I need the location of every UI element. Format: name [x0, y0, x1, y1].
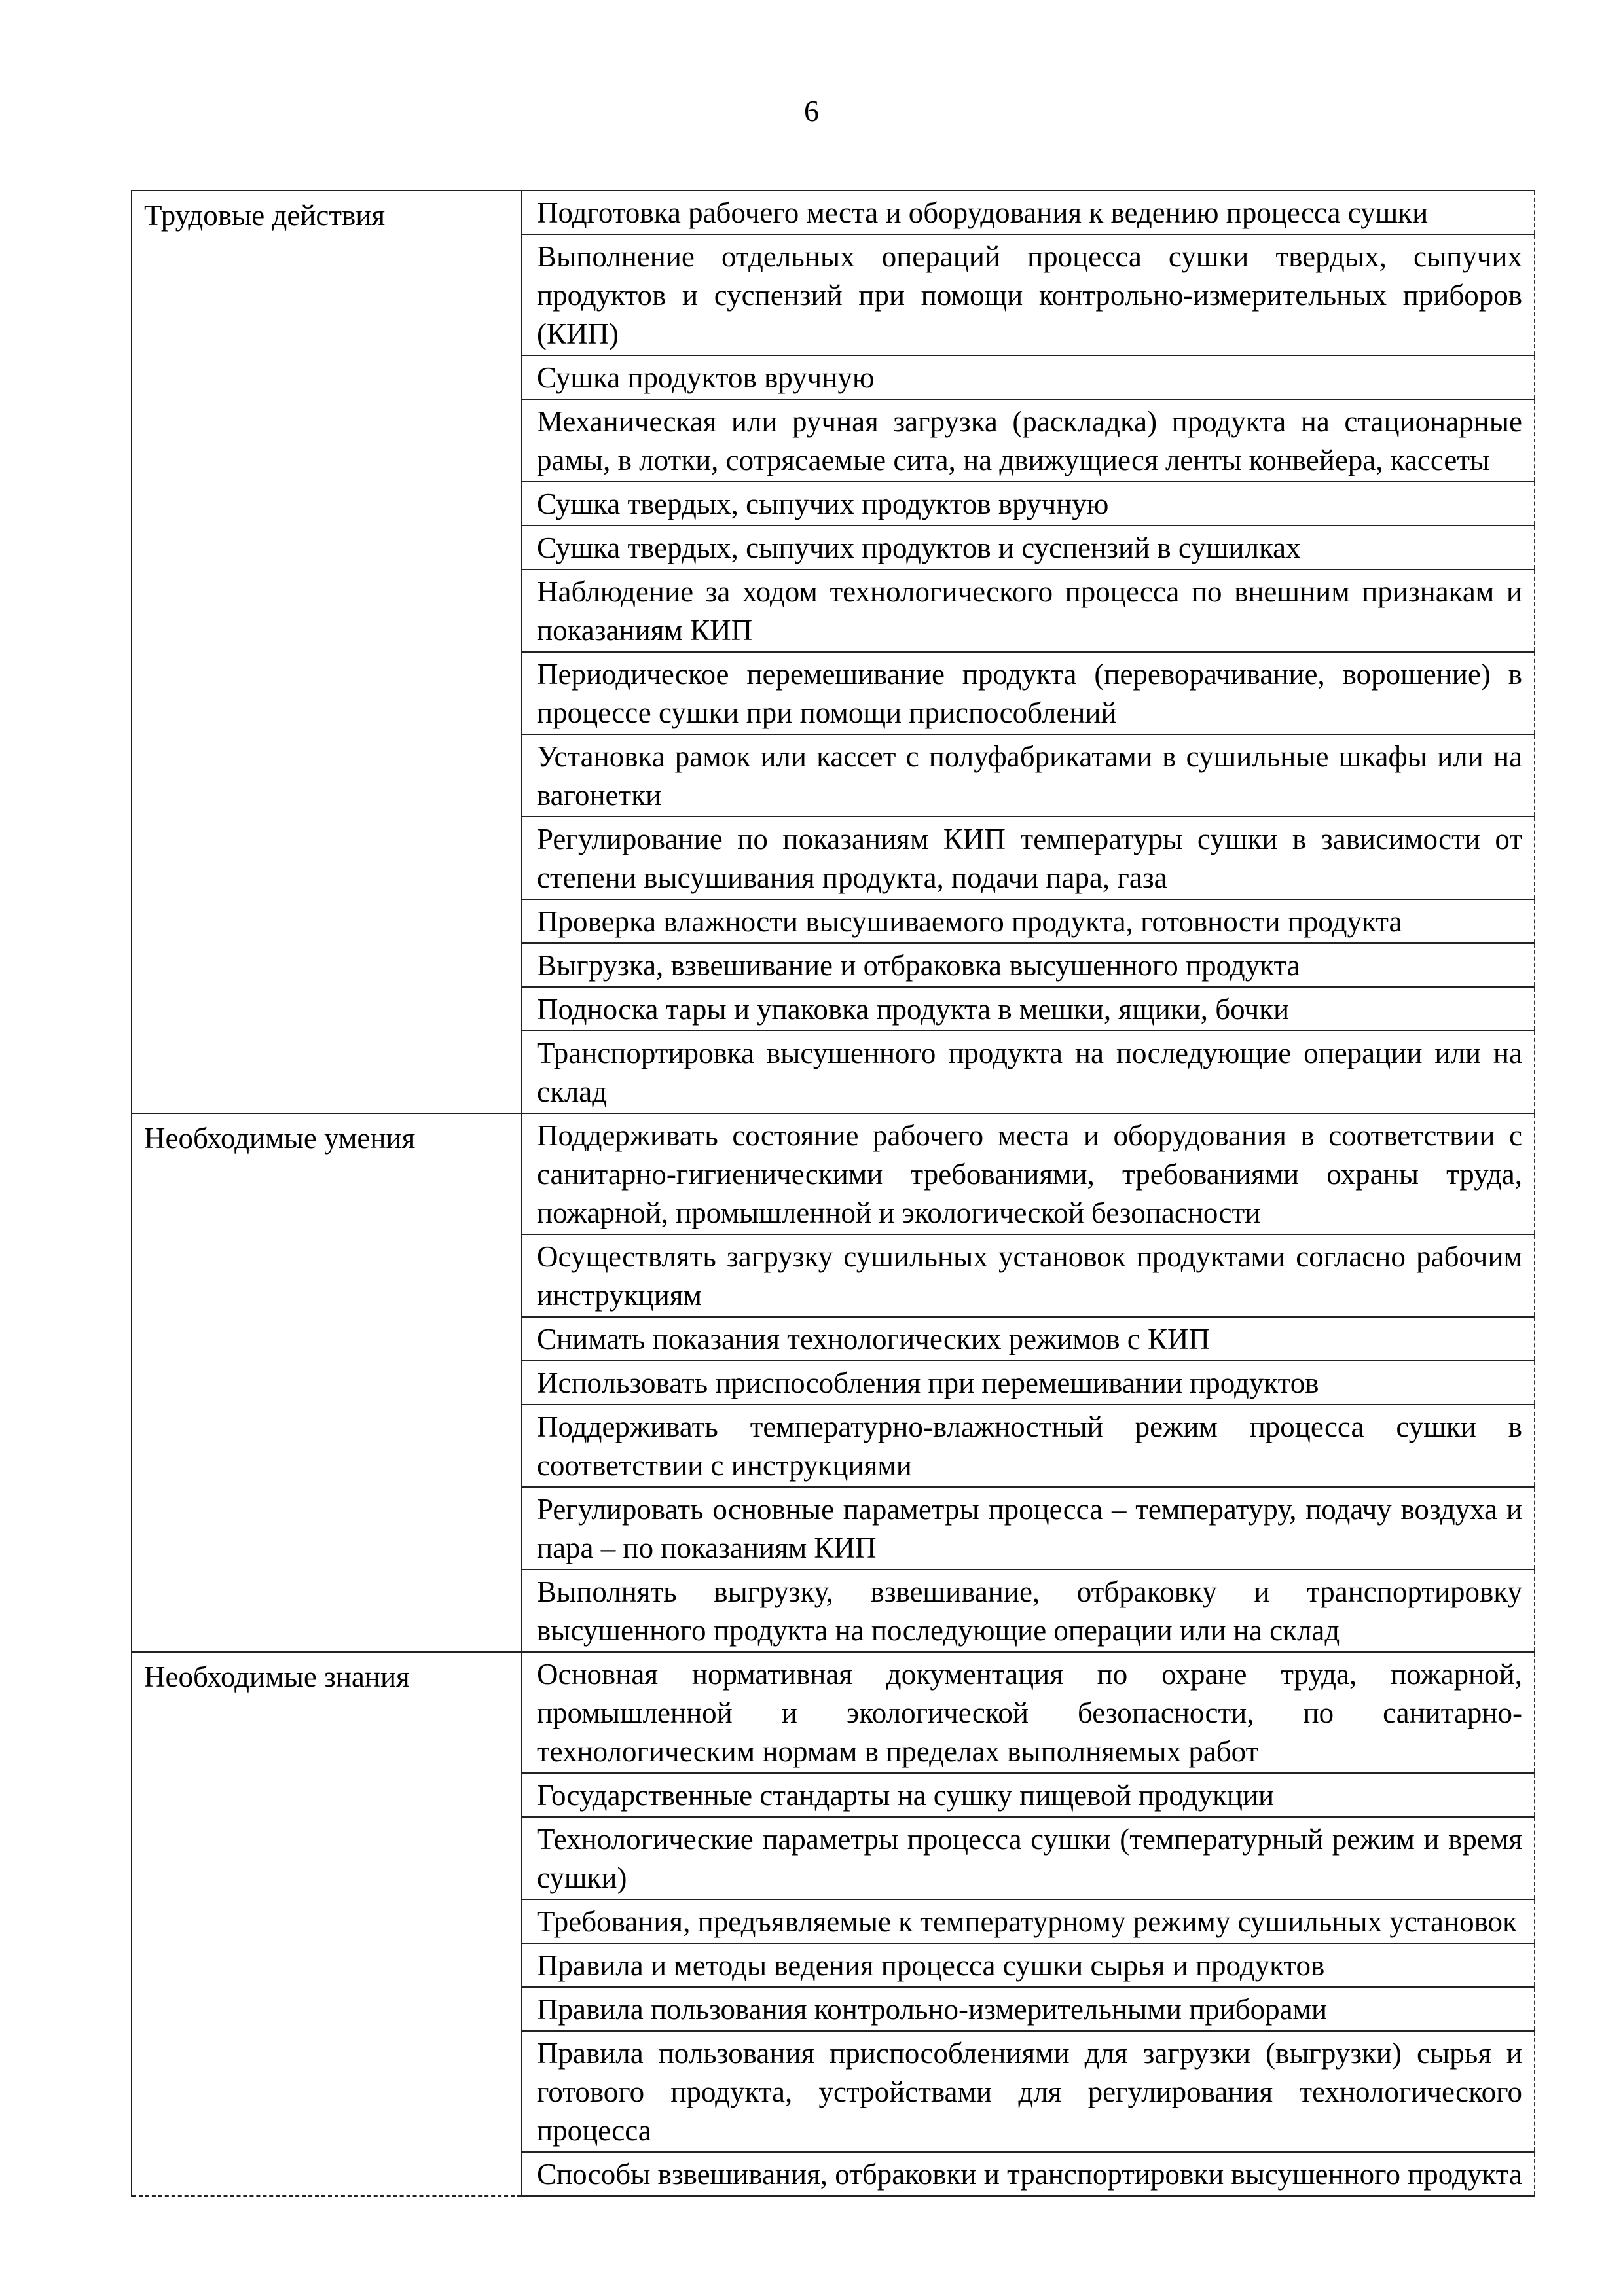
- section-item-text: Выгрузка, взвешивание и отбраковка высушенного продукта: [537, 949, 1300, 982]
- table-body: [132, 190, 1535, 2196]
- section-item: [522, 2031, 1535, 2152]
- section-item-text: Проверка влажности высушиваемого продукта, готовности продукта: [537, 905, 1402, 938]
- section-item: [522, 899, 1535, 943]
- section-item: [522, 987, 1535, 1031]
- section-item: [522, 526, 1535, 569]
- section-item: [522, 734, 1535, 817]
- section-item-text: Выполнение отдельных операций процесса сушки твердых, сыпучих продуктов и суспензий при помощи контрольно-измерительных приборов (КИП): [537, 240, 1522, 350]
- section-item: [522, 1773, 1535, 1817]
- section-item-text: Механическая или ручная загрузка (раскладка) продукта на стационарные рамы, в лотки, сотрясаемые сита, на движущиеся ленты конвейера, кассеты: [537, 405, 1522, 476]
- section-item: [522, 1317, 1535, 1361]
- section-item-text: Использовать приспособления при перемешивании продуктов: [537, 1367, 1319, 1399]
- section-item: [522, 1817, 1535, 1899]
- section-item-text: Правила пользования контрольно-измерительными приборами: [537, 1993, 1328, 2026]
- section-item-text: Подноска тары и упаковка продукта в мешки, ящики, бочки: [537, 993, 1290, 1026]
- section-item-text: Поддерживать температурно-влажностный режим процесса сушки в соответствии с инструкциями: [537, 1410, 1522, 1482]
- section-item-text: Наблюдение за ходом технологического процесса по внешним признакам и показаниям КИП: [537, 575, 1522, 647]
- table-row: [132, 1113, 1535, 1234]
- section-item-text: Выполнять выгрузку, взвешивание, отбраковку и транспортировку высушенного продукта на последующие операции или на склад: [537, 1575, 1522, 1647]
- section-label: Трудовые действия: [132, 190, 522, 1113]
- section-item-text: Сушка твердых, сыпучих продуктов и суспензий в сушилках: [537, 531, 1301, 564]
- page-number: 6: [804, 94, 819, 128]
- competency-table: [131, 190, 1535, 2197]
- section-item-text: Регулировать основные параметры процесса – температуру, подачу воздуха и пара – по показаниям КИП: [537, 1493, 1522, 1564]
- section-item: [522, 1234, 1535, 1317]
- section-item: [522, 1987, 1535, 2031]
- section-item-text: Сушка продуктов вручную: [537, 361, 875, 394]
- section-item: [522, 652, 1535, 734]
- section-item-text: Поддерживать состояние рабочего места и оборудования в соответствии с санитарно-гигиеническими требованиями, требованиями охраны труда, пожарной, промышленной и экологической безопасности: [537, 1119, 1522, 1229]
- section-item: [522, 1361, 1535, 1405]
- section-item: [522, 817, 1535, 899]
- section-item-text: Транспортировка высушенного продукта на последующие операции или на склад: [537, 1037, 1522, 1108]
- section-item: [522, 569, 1535, 652]
- section-item: [522, 1405, 1535, 1487]
- section-item-text: Регулирование по показаниям КИП температуры сушки в зависимости от степени высушивания продукта, подачи пара, газа: [537, 823, 1522, 894]
- section-item-text: Основная нормативная документация по охране труда, пожарной, промышленной и экологической безопасности, по санитарно-технологическим нормам в пределах выполняемых работ: [537, 1658, 1522, 1768]
- section-item: [522, 234, 1535, 355]
- section-item: [522, 1570, 1535, 1652]
- section-item-text: Сушка твердых, сыпучих продуктов вручную: [537, 488, 1109, 520]
- section-item-text: Государственные стандарты на сушку пищевой продукции: [537, 1779, 1275, 1812]
- section-item-text: Правила и методы ведения процесса сушки сырья и продуктов: [537, 1949, 1325, 1982]
- section-item: [522, 1113, 1535, 1234]
- section-item: [522, 1031, 1535, 1113]
- section-item: [522, 399, 1535, 482]
- section-item-text: Способы взвешивания, отбраковки и транспортировки высушенного продукта: [537, 2158, 1522, 2191]
- section-item: [522, 1652, 1535, 1773]
- table-row: [132, 190, 1535, 234]
- section-item: [522, 190, 1535, 234]
- section-item-text: Требования, предъявляемые к температурному режиму сушильных установок: [537, 1905, 1517, 1938]
- section-item-text: Установка рамок или кассет с полуфабрикатами в сушильные шкафы или на вагонетки: [537, 740, 1522, 812]
- section-item-text: Периодическое перемешивание продукта (переворачивание, ворошение) в процессе сушки при помощи приспособлений: [537, 658, 1522, 729]
- section-item: [522, 2152, 1535, 2196]
- section-item-text: Технологические параметры процесса сушки (температурный режим и время сушки): [537, 1823, 1522, 1894]
- section-item-text: Снимать показания технологических режимов с КИП: [537, 1323, 1210, 1355]
- section-item-text: Подготовка рабочего места и оборудования к ведению процесса сушки: [537, 196, 1429, 229]
- section-label: Необходимые умения: [132, 1113, 522, 1652]
- section-item: [522, 943, 1535, 987]
- section-label: Необходимые знания: [132, 1652, 522, 2196]
- table-row: [132, 1652, 1535, 1773]
- section-item: [522, 1487, 1535, 1570]
- section-item: [522, 1899, 1535, 1943]
- section-item-text: Правила пользования приспособлениями для загрузки (выгрузки) сырья и готового продукта, устройствами для регулирования технологического процесса: [537, 2037, 1522, 2147]
- section-item: [522, 1943, 1535, 1987]
- section-item-text: Осуществлять загрузку сушильных установок продуктами согласно рабочим инструкциям: [537, 1240, 1522, 1312]
- section-item: [522, 482, 1535, 526]
- section-item: [522, 355, 1535, 399]
